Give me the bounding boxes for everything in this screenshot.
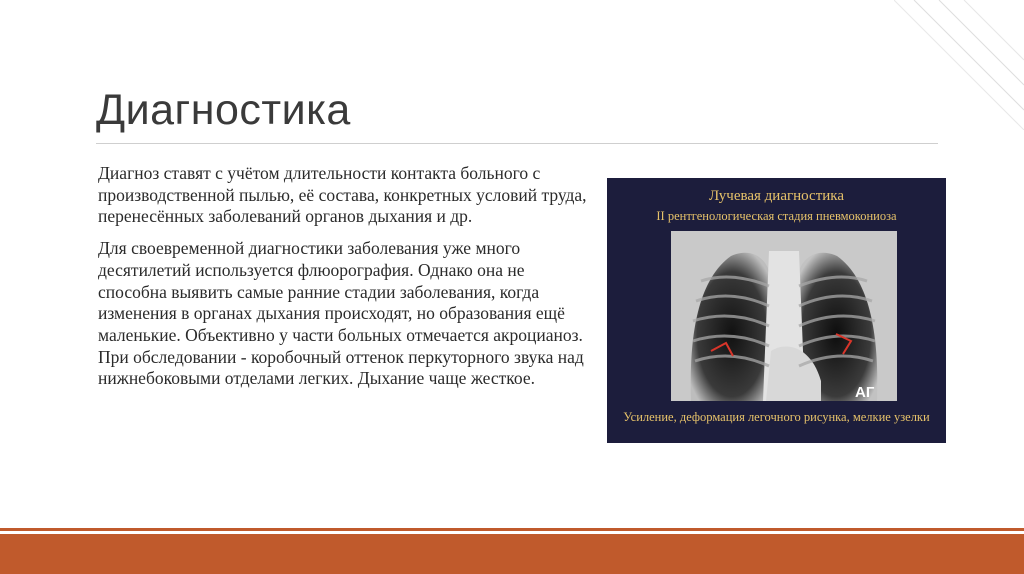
footer-accent-line: [0, 528, 1024, 531]
chest-xray-image: [671, 231, 897, 401]
slide-body: [98, 163, 594, 400]
figure-logo: АГ: [855, 384, 875, 401]
figure-title: Лучевая диагностика: [708, 188, 845, 204]
footer-band: [0, 534, 1024, 574]
title-divider: [96, 143, 938, 144]
paragraph: Диагноз ставят с учётом длительности контакта больного с производственной пылью, её состава, конкретных условий труда, перенесённых заболеваний органов дыхания и др.: [98, 163, 587, 227]
figure-subtitle: II рентгенологическая стадия пневмокониоза: [656, 209, 897, 223]
slide-title: Диагностика: [96, 86, 351, 134]
xray-figure: [607, 178, 946, 443]
corner-decoration: [894, 0, 1024, 130]
paragraph: Для своевременной диагностики заболевания уже много десятилетий используется флюорография. Однако она не способна выявить самые ранние стадии заболевания, когда изменения в органах дыхания происходят, но образования ещё маленькие. Объективно у части больных отмечается акроцианоз. При обследовании - коробочный оттенок перкуторного звука над нижнебоковыми отделами легких. Дыхание чаще жесткое.: [98, 238, 584, 389]
figure-caption: Усиление, деформация легочного рисунка, мелкие узелки: [623, 410, 930, 424]
